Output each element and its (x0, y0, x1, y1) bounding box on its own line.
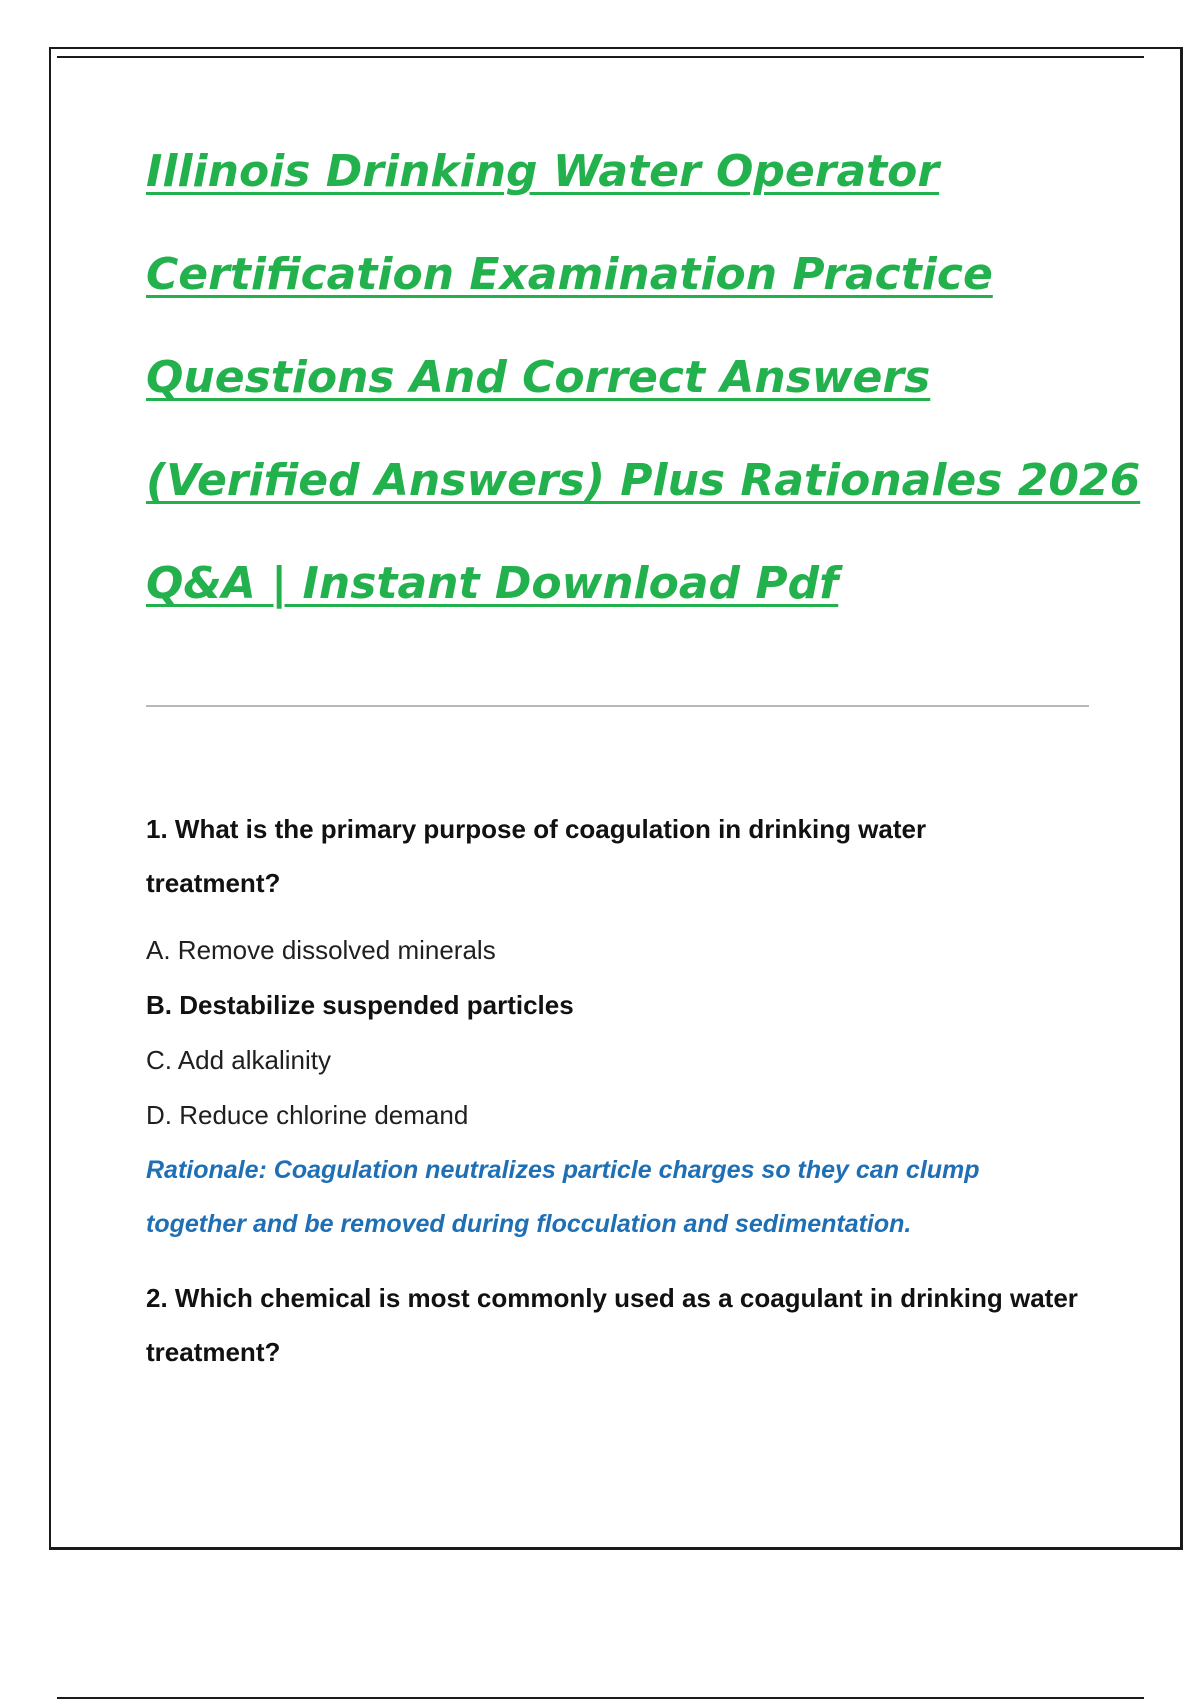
section-divider (146, 705, 1089, 707)
question-2-text-line: treatment? (146, 1337, 281, 1367)
question-2-text-line: 2. Which chemical is most commonly used as a coagulant in drinking water (146, 1283, 1078, 1313)
title-line: Illinois Drinking Water Operator (146, 146, 940, 197)
top-rule (57, 56, 1144, 58)
option-a: A. Remove dissolved minerals (146, 935, 496, 965)
question-1-text-line: 1. What is the primary purpose of coagulation in drinking water (146, 814, 927, 844)
rationale-line: Rationale: Coagulation neutralizes particle charges so they can clump (146, 1156, 980, 1184)
title-line: Certification Examination Practice (146, 249, 993, 300)
option-d: D. Reduce chlorine demand (146, 1100, 469, 1130)
rationale-line: together and be removed during flocculation and sedimentation. (146, 1210, 912, 1238)
question-1-text-line: treatment? (146, 868, 281, 898)
option-c: C. Add alkalinity (146, 1045, 331, 1075)
title-line: (Verified Answers) Plus Rationales 2026 (146, 455, 1141, 506)
title-line: Q&A | Instant Download Pdf (146, 558, 839, 609)
question-2 (146, 1271, 1106, 1379)
document-title (146, 140, 1146, 655)
question-1 (146, 802, 1106, 1251)
option-b-correct: B. Destabilize suspended particles (146, 990, 574, 1020)
bottom-rule (57, 1697, 1144, 1699)
title-line: Questions And Correct Answers (146, 352, 931, 403)
